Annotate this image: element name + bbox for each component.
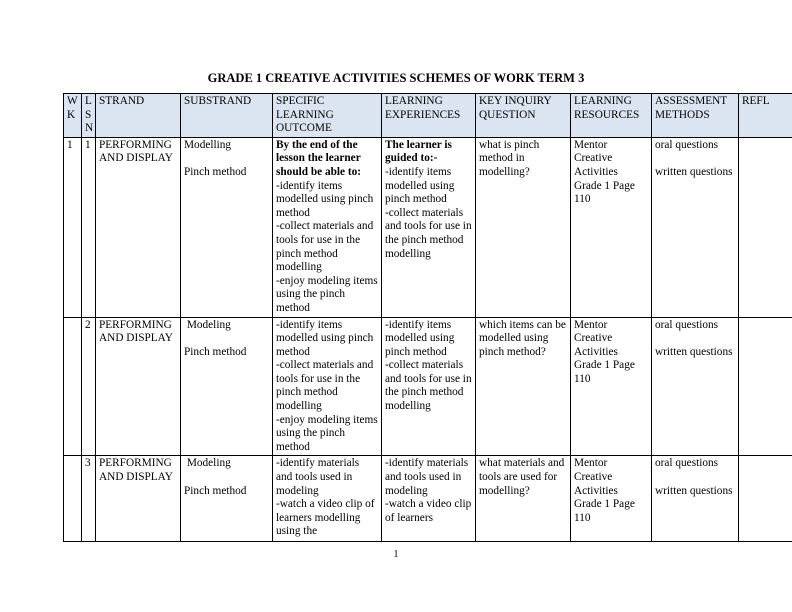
cell-resources: Mentor Creative Activities Grade 1 Page 110 xyxy=(571,137,652,317)
header-refl: REFL xyxy=(739,94,792,138)
cell-refl xyxy=(739,456,792,542)
cell-resources: Mentor Creative Activities Grade 1 Page 110 xyxy=(571,317,652,456)
assessment-oral: oral questions xyxy=(655,318,719,331)
table-header-row xyxy=(64,94,792,138)
outcome-item: -watch a video clip of learners modelling using the xyxy=(276,498,375,538)
cell-inquiry: what materials and tools are used for modelling? xyxy=(476,456,571,542)
outcome-item: -identify items modelled using pinch method xyxy=(276,179,374,219)
cell-outcome xyxy=(273,317,382,456)
cell-outcome xyxy=(273,456,382,542)
cell-lsn: 1 xyxy=(82,137,96,317)
cell-strand: PERFORMING AND DISPLAY xyxy=(96,137,181,317)
experience-item: -collect materials and tools for use in the pinch method modelling xyxy=(385,206,472,260)
experience-item: -collect materials and tools for use in the pinch method modelling xyxy=(385,359,472,413)
cell-experiences xyxy=(382,317,476,456)
header-assessment: ASSESSMENT METHODS xyxy=(652,94,739,138)
cell-resources: Mentor Creative Activities Grade 1 Page 110 xyxy=(571,456,652,542)
substrand-method: Pinch method xyxy=(184,484,247,497)
outcome-item: -identify items modelled using pinch method xyxy=(276,318,374,358)
cell-substrand xyxy=(181,317,273,456)
cell-substrand xyxy=(181,137,273,317)
outcome-item: -collect materials and tools for use in the pinch method modelling xyxy=(276,220,374,274)
cell-wk xyxy=(64,317,82,456)
assessment-written: written questions xyxy=(655,165,733,178)
schemes-of-work-table xyxy=(63,93,792,542)
cell-inquiry: what is pinch method in modelling? xyxy=(476,137,571,317)
header-inquiry: KEY INQUIRY QUESTION xyxy=(476,94,571,138)
experience-item: -identify items modelled using pinch method xyxy=(385,318,455,358)
substrand-name: Modeling xyxy=(184,318,231,331)
header-strand: STRAND xyxy=(96,94,181,138)
cell-experiences xyxy=(382,456,476,542)
substrand-method: Pinch method xyxy=(184,345,247,358)
cell-assessment xyxy=(652,456,739,542)
document-title: GRADE 1 CREATIVE ACTIVITIES SCHEMES OF WORK TERM 3 xyxy=(207,71,585,85)
header-experiences: LEARNING EXPERIENCES xyxy=(382,94,476,138)
cell-inquiry: which items can be modelled using pinch method? xyxy=(476,317,571,456)
assessment-written: written questions xyxy=(655,345,733,358)
header-resources: LEARNING RESOURCES xyxy=(571,94,652,138)
cell-strand: PERFORMING AND DISPLAY xyxy=(96,456,181,542)
substrand-name: Modelling xyxy=(184,138,232,151)
page-number: 1 xyxy=(393,549,399,560)
cell-outcome xyxy=(273,137,382,317)
outcome-item: -enjoy modeling items using the pinch method xyxy=(276,274,378,314)
cell-strand: PERFORMING AND DISPLAY xyxy=(96,317,181,456)
outcome-intro: By the end of the lesson the learner should be able to: xyxy=(276,138,362,178)
experience-intro: The learner is guided to:- xyxy=(385,138,452,165)
assessment-oral: oral questions xyxy=(655,138,719,151)
experience-item: -identify items modelled using pinch method xyxy=(385,165,455,206)
experience-item: -watch a video clip of learners xyxy=(385,498,472,524)
outcome-item: -enjoy modeling items using the pinch method xyxy=(276,413,378,453)
assessment-written: written questions xyxy=(655,484,733,497)
cell-wk: 1 xyxy=(64,137,82,317)
cell-experiences xyxy=(382,137,476,317)
table-row xyxy=(64,137,792,317)
outcome-item: -collect materials and tools for use in the pinch method modelling xyxy=(276,359,374,413)
substrand-name: Modeling xyxy=(184,457,231,470)
table-row xyxy=(64,317,792,456)
cell-lsn: 3 xyxy=(82,456,96,542)
outcome-item: -identify materials and tools used in modeling xyxy=(276,457,360,497)
header-substrand: SUBSTRAND xyxy=(181,94,273,138)
table-row xyxy=(64,456,792,542)
substrand-method: Pinch method xyxy=(184,165,247,178)
cell-refl xyxy=(739,137,792,317)
header-outcome: SPECIFIC LEARNING OUTCOME xyxy=(273,94,382,138)
header-lsn: L S N xyxy=(82,94,96,138)
cell-refl xyxy=(739,317,792,456)
cell-assessment xyxy=(652,317,739,456)
experience-item: -identify materials and tools used in modeling xyxy=(385,457,469,497)
cell-wk xyxy=(64,456,82,542)
cell-lsn: 2 xyxy=(82,317,96,456)
cell-assessment xyxy=(652,137,739,317)
cell-substrand xyxy=(181,456,273,542)
assessment-oral: oral questions xyxy=(655,457,719,470)
header-wk: W K xyxy=(64,94,82,138)
